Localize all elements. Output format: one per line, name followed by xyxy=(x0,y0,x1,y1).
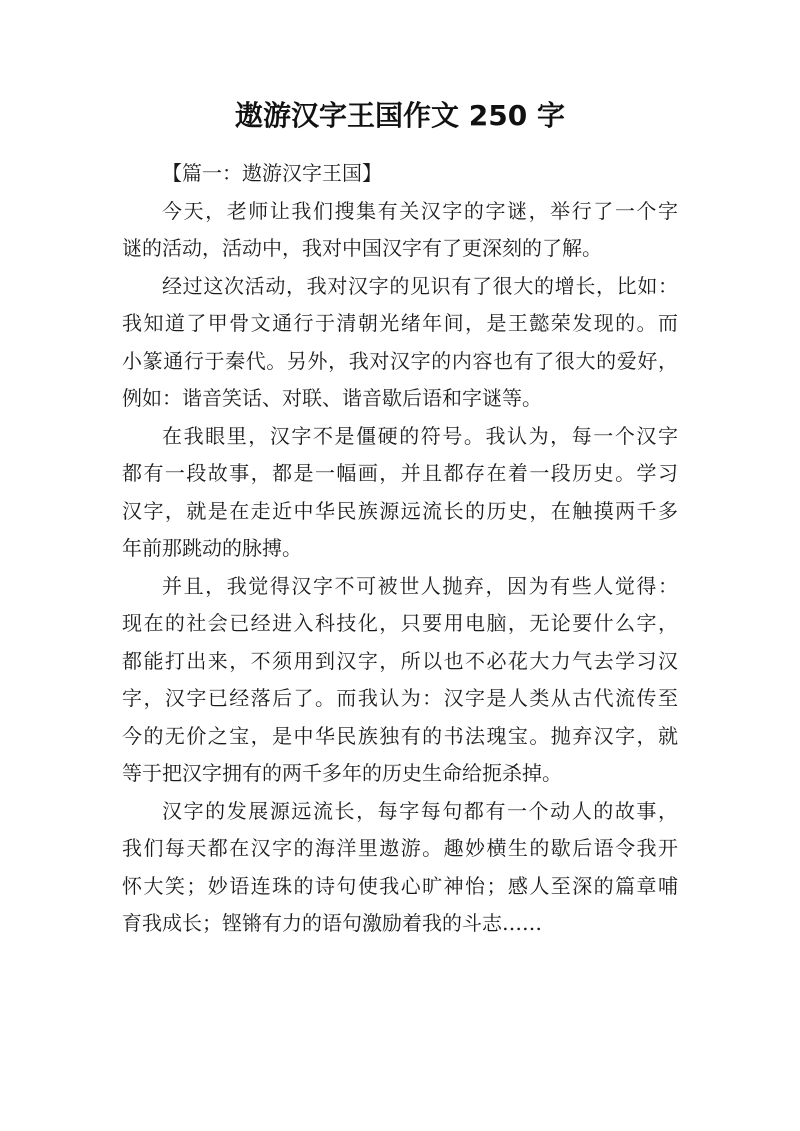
text-line: 都能打出来，不须用到汉字，所以也不必花大力气去学习汉 xyxy=(122,648,678,673)
text-line: 汉字的发展源远流长，每字每句都有一个动人的故事， xyxy=(162,798,678,823)
text-line: 例如：谐音笑话、对联、谐音歇后语和字谜等。 xyxy=(122,386,542,410)
text-line: 都有一段故事，都是一幅画，并且都存在着一段历史。学习 xyxy=(122,461,678,485)
text-line: 今的无价之宝，是中华民族独有的书法瑰宝。抛弃汉字，就 xyxy=(122,723,678,748)
text-line: 年前那跳动的脉搏。 xyxy=(122,536,302,560)
text-line: 并且，我觉得汉字不可被世人抛弃，因为有些人觉得： xyxy=(162,573,678,598)
text-line: 字，汉字已经落后了。而我认为：汉字是人类从古代流传至 xyxy=(122,686,678,710)
document-body xyxy=(122,155,678,943)
document-title: 遨游汉字王国作文 250 字 xyxy=(235,99,565,132)
section-heading: 【篇一：遨游汉字王国】 xyxy=(162,161,382,185)
text-line: 汉字，就是在走近中华民族源远流长的历史，在触摸两千多 xyxy=(122,498,678,523)
text-line: 我们每天都在汉字的海洋里遨游。趣妙横生的歇后语令我开 xyxy=(122,836,678,860)
text-line: 育我成长；铿锵有力的语句激励着我的斗志…… xyxy=(122,911,542,935)
text-line: 怀大笑；妙语连珠的诗句使我心旷神怡；感人至深的篇章哺 xyxy=(122,873,678,898)
text-line: 小篆通行于秦代。另外，我对汉字的内容也有了很大的爱好， xyxy=(122,348,678,373)
text-line: 现在的社会已经进入科技化，只要用电脑，无论要什么字， xyxy=(122,611,678,635)
text-line: 经过这次活动，我对汉字的见识有了很大的增长，比如： xyxy=(162,273,678,298)
text-line: 等于把汉字拥有的两千多年的历史生命给扼杀掉。 xyxy=(122,761,562,785)
text-line: 今天，老师让我们搜集有关汉字的字谜，举行了一个字 xyxy=(162,198,678,223)
text-line: 谜的活动，活动中，我对中国汉字有了更深刻的了解。 xyxy=(122,236,602,260)
text-line: 在我眼里，汉字不是僵硬的符号。我认为，每一个汉字 xyxy=(162,423,678,448)
text-line: 我知道了甲骨文通行于清朝光绪年间，是王懿荣发现的。而 xyxy=(122,311,678,335)
